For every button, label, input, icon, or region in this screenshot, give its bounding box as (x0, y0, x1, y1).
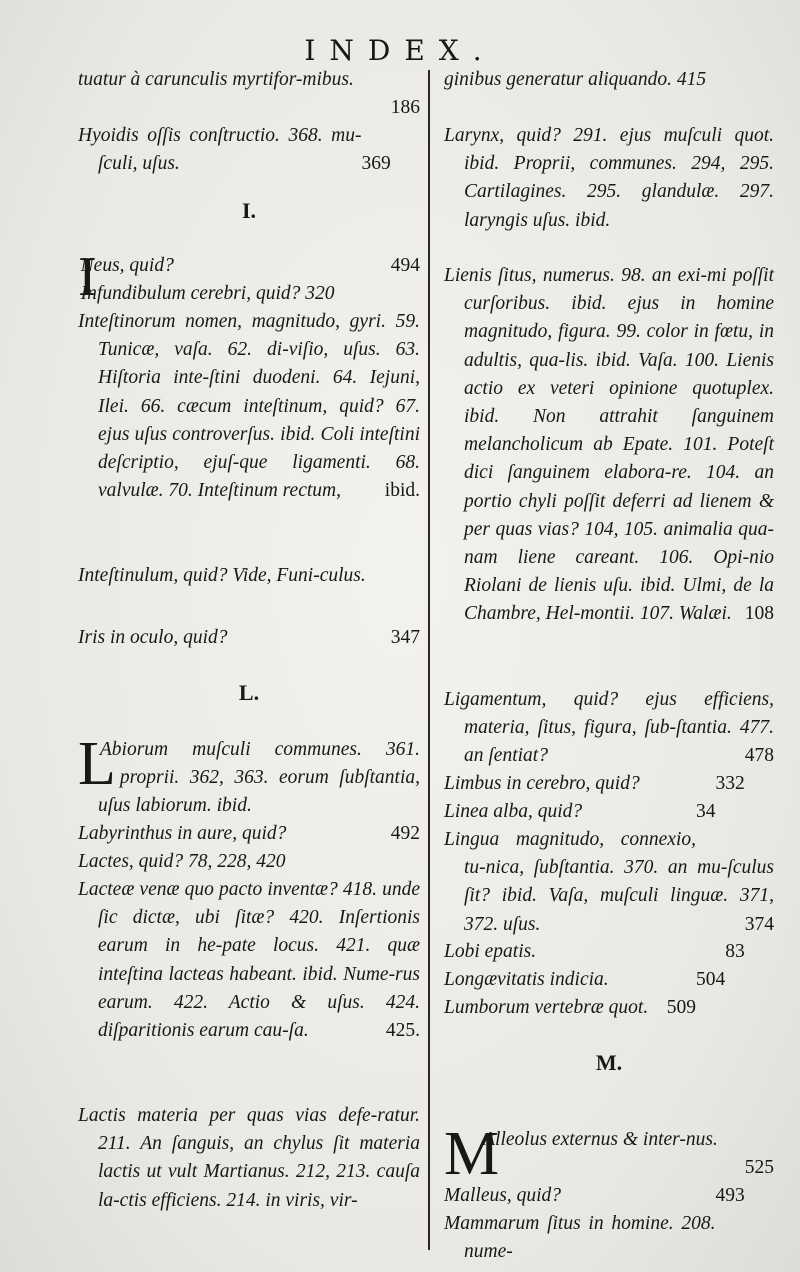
drop-cap: I (78, 246, 97, 308)
index-entry: Inteſtinorum nomen, magnitudo, gyri. 59. Tunicæ, vaſa. 62. di-viſio, uſus. 63. Hiſtoria inte-ſtini duodeni. 64. Iejuni, Ilei. 66. cæcum inteſtinum, quid? 67. ejus uſus controverſus. ibid. Coli inteſtini deſcriptio, ejuſ-que ligamenti. 68. valvulæ. 70. Inteſtinum rectum, ibid. (78, 311, 420, 502)
index-entry: 83 Lobi epatis. (444, 941, 745, 962)
section-heading-m: M. (595, 1050, 623, 1075)
index-entry: 504 Longævitatis indicia. (444, 969, 726, 990)
section-heading-l: L. (238, 680, 260, 705)
index-entry: 492 Labyrinthus in aure, quid? (78, 823, 420, 844)
index-entry: ginibus generatur aliquando. 415 (444, 69, 707, 90)
index-entry: Lienis ſitus, numerus. 98. an exi-mi poſſit curſoribus. ibid. ejus in homine magnitudo, figura. 99. color in fœtu, in adultis, qua-lis. ibid. Vaſa. 100. Lienis actio ex veteri opinione quotuplex. ibid. Non attrahit ſanguinem melancholicum ab Epate. 101. Poteſt dici ſanguinem elabora-re. 104. an portio chyli poſſit deferri ad lienem & per quas vias? 104, 105. animalia qua-nam liene careant. 106. Opi-nio Riolani de lienis uſu. ibid. Ulmi, de la Chambre, Hel-montii. 107. Walæi. 108 (444, 265, 774, 625)
right-column (444, 66, 774, 1266)
index-entry: 186 tuatur à carunculis myrtifor-mibus. (78, 69, 420, 118)
index-entry: 347 Iris in oculo, quid? (78, 627, 420, 648)
drop-cap: L (78, 730, 116, 798)
index-entry: 369 Hyoidis oſſis conſtructio. 368. mu-ſculi, uſus. (78, 125, 391, 175)
index-entry: 332 Limbus in cerebro, quid? (444, 773, 745, 794)
index-entry: Inteſtinulum, quid? Vide, Funi-culus. (78, 565, 366, 586)
index-entry: Ligamentum, quid? ejus efficiens, materia, ſitus, figura, ſub-ſtantia. 477. an ſentiat? 478 (444, 689, 774, 767)
index-entry: L Abiorum muſculi communes. 361. proprii. 362, 363. eorum ſubſtantia, uſus labiorum. ibid. (78, 730, 420, 817)
index-entry: Mammarum ſitus in homine. 208. nume- (444, 1213, 716, 1263)
index-entry: 34 Linea alba, quid? (444, 801, 716, 822)
index-entry: I 494 Neus, quid? (78, 246, 420, 308)
index-entry: 509 Lumborum vertebræ quot. (444, 997, 696, 1018)
index-entry: Lingua magnitudo, connexio, tu-nica, ſubſtantia. 370. an mu-ſculus ſit? ibid. Vaſa, muſculi linguæ. 371, 372. uſus. 374 (444, 829, 774, 935)
index-entry: Larynx, quid? 291. ejus muſculi quot. ibid. Proprii, communes. 294, 295. Cartilagines. 295. glandulæ. 297. laryngis uſus. ibid. (444, 125, 774, 231)
page-title: INDEX. (304, 34, 496, 67)
column-divider (428, 70, 430, 1250)
left-column (78, 66, 420, 1215)
index-entry: Infundibulum cerebri, quid? 320 (80, 283, 335, 304)
drop-cap: M (444, 1120, 500, 1188)
section-heading-i: I. (241, 198, 257, 223)
index-entry: M 525 Alleolus externus & inter-nus. (444, 1120, 774, 1188)
index-entry: Lacteæ venæ quo pacto inventæ? 418. unde ſic dictæ, ubi ſitæ? 420. Inſertionis earum in he-pate locus. 421. quæ inteſtina lacteas habeant. ibid. Nume-rus earum. 422. Actio & uſus. 424. diſparitionis earum cau-ſa. 425. (78, 879, 420, 1042)
index-entry: Lactis materia per quas vias defe-ratur. 211. An ſanguis, an chylus ſit materia lactis ut vult Martianus. 212, 213. cauſa la-ctis efficiens. 214. in viris, vir- (78, 1105, 420, 1211)
index-entry: Lactes, quid? 78, 228, 420 (78, 851, 286, 872)
index-entry: 493 Malleus, quid? (444, 1185, 745, 1206)
